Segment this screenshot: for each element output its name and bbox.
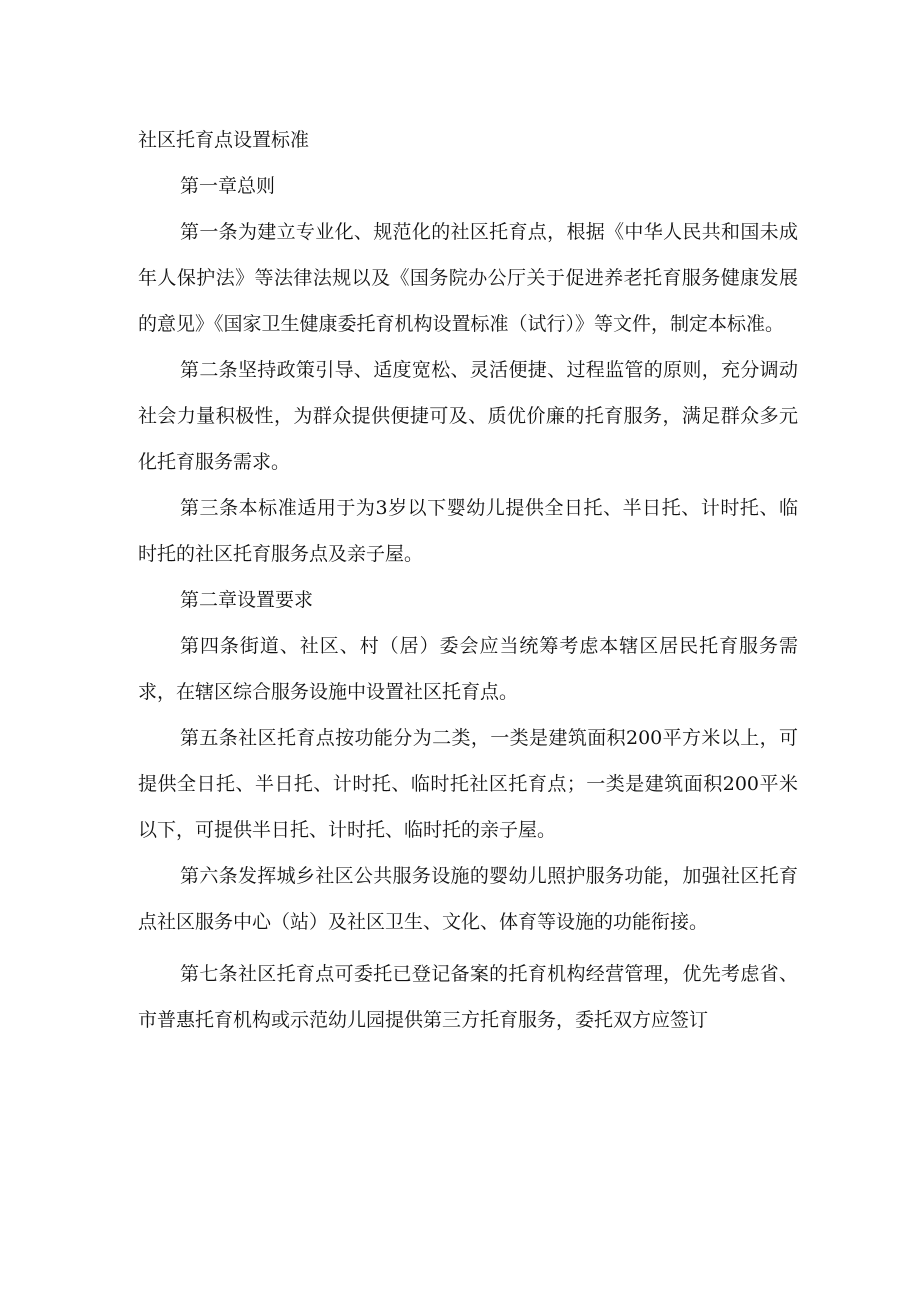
article-3: 第三条本标准适用于为3岁以下婴幼儿提供全日托、半日托、计时托、临时托的社区托育服务点及亲子屋。 — [138, 497, 798, 565]
article-7: 第七条社区托育点可委托已登记备案的托育机构经营管理，优先考虑省、市普惠托育机构或示范幼儿园提供第三方托育服务，委托双方应签订 — [138, 963, 798, 1031]
article-1: 第一条为建立专业化、规范化的社区托育点，根据《中华人民共和国未成年人保护法》等法律法规以及《国务院办公厅关于促进养老托育服务健康发展的意见》《国家卫生健康委托育机构设置标准（试行）》等文件，制定本标准。 — [138, 221, 798, 335]
article-4: 第四条街道、社区、村（居）委会应当统筹考虑本辖区居民托育服务需求，在辖区综合服务设施中设置社区托育点。 — [138, 635, 798, 703]
article-2: 第二条坚持政策引导、适度宽松、灵活便捷、过程监管的原则，充分调动社会力量积极性，为群众提供便捷可及、质优价廉的托育服务，满足群众多元化托育服务需求。 — [138, 359, 798, 473]
chapter-heading-1: 第一章总则 — [180, 175, 276, 197]
article-5: 第五条社区托育点按功能分为二类，一类是建筑面积200平方米以上，可提供全日托、半日托、计时托、临时托社区托育点；一类是建筑面积200平米以下，可提供半日托、计时托、临时托的亲子屋。 — [138, 727, 798, 841]
chapter-heading-2: 第二章设置要求 — [180, 589, 314, 611]
document-title: 社区托育点设置标准 — [138, 129, 310, 151]
document-body — [138, 117, 798, 1043]
article-6: 第六条发挥城乡社区公共服务设施的婴幼儿照护服务功能，加强社区托育点社区服务中心（站）及社区卫生、文化、体育等设施的功能衔接。 — [138, 865, 798, 933]
